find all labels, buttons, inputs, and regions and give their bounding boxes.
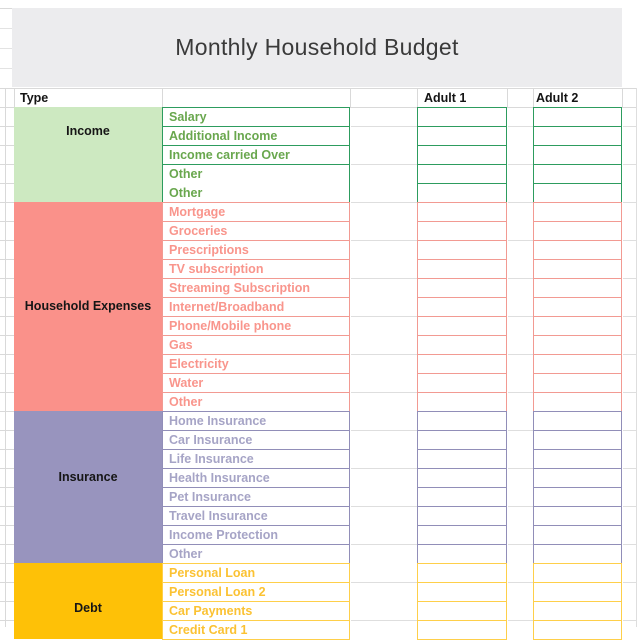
adult1-column-household-expenses (417, 202, 507, 412)
adult2-column-insurance (533, 411, 622, 564)
title-banner (12, 8, 622, 87)
adult1-cell-debt[interactable] (418, 621, 506, 640)
adult2-cell-insurance[interactable] (534, 450, 621, 469)
adult2-cell-debt[interactable] (534, 621, 621, 640)
item-cell-debt[interactable]: Car Payments (163, 602, 349, 621)
adult1-cell-insurance[interactable] (418, 507, 506, 526)
adult1-cell-household-expenses[interactable] (418, 355, 506, 374)
category-label-insurance: Insurance (58, 470, 118, 484)
adult1-cell-income[interactable] (418, 184, 506, 203)
item-cell-income[interactable]: Salary (163, 108, 349, 127)
item-cell-household-expenses[interactable]: Water (163, 374, 349, 393)
adult1-cell-insurance[interactable] (418, 412, 506, 431)
category-label-income: Income (66, 124, 110, 138)
item-cell-household-expenses[interactable]: Internet/Broadband (163, 298, 349, 317)
adult2-cell-income[interactable] (534, 146, 621, 165)
gridline-header-v5 (507, 88, 508, 107)
item-column-income (162, 107, 350, 203)
adult1-cell-debt[interactable] (418, 564, 506, 583)
adult1-column-debt (417, 563, 507, 640)
adult1-cell-income[interactable] (418, 165, 506, 184)
adult1-cell-household-expenses[interactable] (418, 374, 506, 393)
adult2-cell-household-expenses[interactable] (534, 241, 621, 260)
adult2-cell-income[interactable] (534, 184, 621, 203)
gridline-header-v2 (162, 88, 163, 107)
gridline-header-v4 (417, 88, 418, 107)
adult2-cell-household-expenses[interactable] (534, 374, 621, 393)
item-cell-insurance[interactable]: Life Insurance (163, 450, 349, 469)
item-cell-insurance[interactable]: Health Insurance (163, 469, 349, 488)
adult2-cell-insurance[interactable] (534, 507, 621, 526)
page-title: Monthly Household Budget (175, 34, 459, 60)
adult2-cell-insurance[interactable] (534, 469, 621, 488)
adult1-cell-household-expenses[interactable] (418, 222, 506, 241)
adult1-cell-household-expenses[interactable] (418, 260, 506, 279)
adult1-cell-debt[interactable] (418, 602, 506, 621)
adult2-cell-household-expenses[interactable] (534, 355, 621, 374)
adult1-cell-household-expenses[interactable] (418, 298, 506, 317)
adult1-cell-insurance[interactable] (418, 545, 506, 564)
adult2-cell-income[interactable] (534, 108, 621, 127)
gridline-header-v1 (14, 88, 15, 107)
gridline-vertical-gutter (5, 88, 6, 627)
category-label-household-expenses: Household Expenses (24, 299, 152, 313)
item-cell-insurance[interactable]: Pet Insurance (163, 488, 349, 507)
item-column-household-expenses (162, 202, 350, 412)
gridline-header-v7 (622, 88, 623, 107)
category-cell-insurance (14, 411, 162, 563)
category-label-debt: Debt (74, 601, 102, 615)
adult2-cell-household-expenses[interactable] (534, 222, 621, 241)
item-cell-income[interactable]: Other (169, 186, 203, 200)
item-cell-income[interactable]: Other (169, 167, 203, 181)
adult2-cell-household-expenses[interactable] (534, 203, 621, 222)
item-cell-household-expenses[interactable]: TV subscription (163, 260, 349, 279)
adult1-cell-income[interactable] (418, 146, 506, 165)
item-cell-debt[interactable]: Personal Loan 2 (163, 583, 349, 602)
gridline-header-v3 (350, 88, 351, 107)
item-cell-income[interactable]: Income carried Over (163, 146, 349, 165)
item-cell-insurance[interactable]: Other (169, 547, 203, 561)
gridline-spacer-2 (508, 126, 533, 627)
gridline-gutter-left-top (0, 8, 12, 88)
gridline-gutter-left (0, 88, 14, 627)
item-cell-debt[interactable]: Credit Card 1 (169, 623, 248, 637)
adult2-cell-household-expenses[interactable] (534, 336, 621, 355)
adult1-cell-debt[interactable] (418, 583, 506, 602)
adult1-cell-insurance[interactable] (418, 488, 506, 507)
adult2-cell-income[interactable] (534, 165, 621, 184)
adult1-cell-household-expenses[interactable] (418, 317, 506, 336)
adult2-cell-household-expenses[interactable] (534, 317, 621, 336)
item-cell-insurance[interactable]: Travel Insurance (163, 507, 349, 526)
adult1-cell-insurance[interactable] (418, 450, 506, 469)
adult2-column-household-expenses (533, 202, 622, 412)
gridline-spacer-1 (351, 126, 417, 627)
item-column-insurance (162, 411, 350, 564)
adult1-column-insurance (417, 411, 507, 564)
adult2-cell-debt[interactable] (534, 602, 621, 621)
item-cell-insurance[interactable]: Income Protection (163, 526, 349, 545)
adult2-cell-insurance[interactable] (534, 431, 621, 450)
gridline-top-left (0, 8, 12, 9)
adult2-cell-household-expenses[interactable] (534, 260, 621, 279)
adult1-cell-income[interactable] (418, 127, 506, 146)
adult2-cell-insurance[interactable] (534, 526, 621, 545)
item-cell-household-expenses[interactable]: Groceries (163, 222, 349, 241)
adult2-column-debt (533, 563, 622, 640)
adult1-cell-household-expenses[interactable] (418, 203, 506, 222)
adult1-cell-insurance[interactable] (418, 469, 506, 488)
item-cell-household-expenses[interactable]: Electricity (163, 355, 349, 374)
adult1-cell-household-expenses[interactable] (418, 241, 506, 260)
item-cell-insurance[interactable]: Home Insurance (163, 412, 349, 431)
column-header-type: Type (20, 91, 49, 105)
adult1-column-income (417, 107, 507, 203)
adult2-cell-debt[interactable] (534, 564, 621, 583)
item-cell-household-expenses[interactable]: Gas (163, 336, 349, 355)
adult2-cell-household-expenses[interactable] (534, 279, 621, 298)
column-header-adult1: Adult 1 (424, 91, 467, 105)
item-cell-household-expenses[interactable]: Streaming Subscription (163, 279, 349, 298)
adult1-cell-household-expenses[interactable] (418, 336, 506, 355)
adult2-cell-debt[interactable] (534, 583, 621, 602)
adult2-cell-household-expenses[interactable] (534, 298, 621, 317)
adult2-cell-insurance[interactable] (534, 488, 621, 507)
gridline-header-v6 (533, 88, 534, 107)
item-cell-debt[interactable]: Personal Loan (163, 564, 349, 583)
gridline-gutter-right (623, 126, 637, 627)
adult1-cell-insurance[interactable] (418, 526, 506, 545)
adult2-column-income (533, 107, 622, 203)
adult2-cell-income[interactable] (534, 127, 621, 146)
adult1-cell-household-expenses[interactable] (418, 279, 506, 298)
item-cell-household-expenses[interactable]: Phone/Mobile phone (163, 317, 349, 336)
adult2-cell-insurance[interactable] (534, 545, 621, 564)
adult2-cell-insurance[interactable] (534, 412, 621, 431)
item-cell-household-expenses[interactable]: Prescriptions (163, 241, 349, 260)
item-cell-insurance[interactable]: Car Insurance (163, 431, 349, 450)
adult1-cell-household-expenses[interactable] (418, 393, 506, 412)
item-cell-household-expenses[interactable]: Other (169, 395, 203, 409)
column-header-adult2: Adult 2 (536, 91, 579, 105)
adult1-cell-income[interactable] (418, 108, 506, 127)
adult2-cell-household-expenses[interactable] (534, 393, 621, 412)
adult1-cell-insurance[interactable] (418, 431, 506, 450)
item-cell-household-expenses[interactable]: Mortgage (163, 203, 349, 222)
gridline-header-top (0, 88, 637, 89)
item-cell-income[interactable]: Additional Income (163, 127, 349, 146)
item-column-debt (162, 563, 350, 640)
